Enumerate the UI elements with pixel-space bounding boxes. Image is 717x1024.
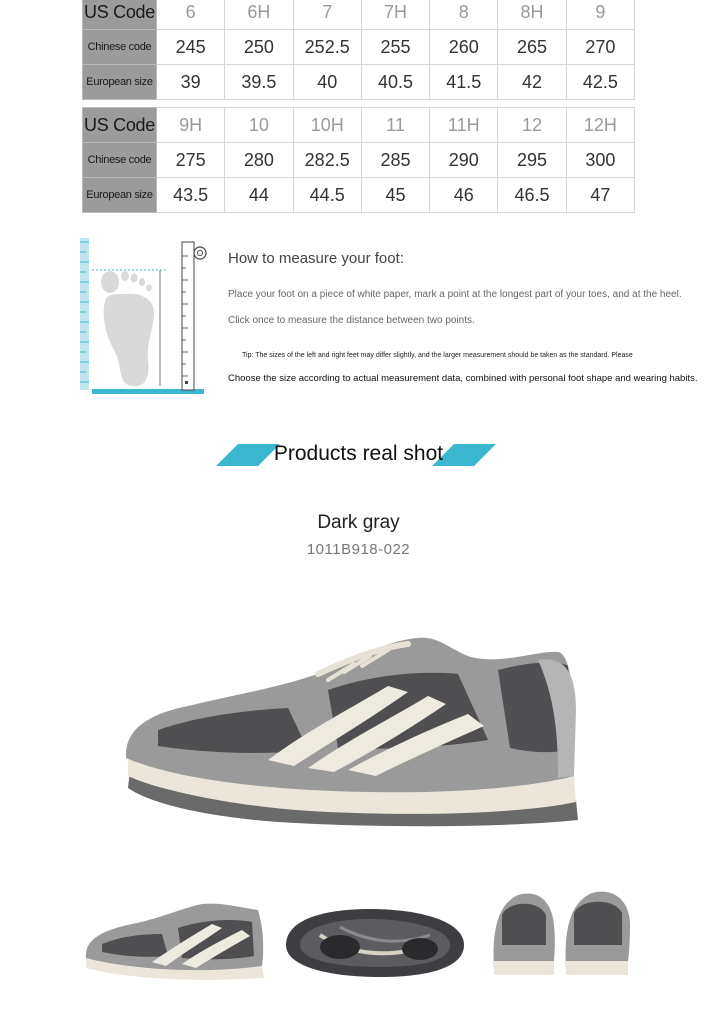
size-cell: 290	[430, 143, 498, 178]
row-label: US Code	[83, 108, 157, 143]
measure-tip-continued: Choose the size according to actual measurement data, combined with personal foot shape and wearing habits.	[228, 373, 698, 384]
size-cell: 44	[225, 178, 293, 213]
size-cell: 6H	[225, 0, 293, 30]
size-cell: 245	[157, 30, 225, 65]
european-size-row	[83, 178, 635, 213]
size-cell: 6	[157, 0, 225, 30]
size-cell: 295	[498, 143, 566, 178]
size-cell: 282.5	[293, 143, 361, 178]
measure-title: How to measure your foot:	[228, 250, 404, 267]
row-label: Chinese code	[83, 143, 157, 178]
row-label: European size	[83, 65, 157, 100]
row-label: US Code	[83, 0, 157, 30]
size-table-1	[82, 0, 635, 100]
size-cell: 42	[498, 65, 566, 100]
size-cell: 46	[430, 178, 498, 213]
us-code-row	[83, 108, 635, 143]
size-cell: 10	[225, 108, 293, 143]
foot-measure-illustration	[76, 236, 211, 398]
size-cell: 300	[566, 143, 634, 178]
product-sku: 1011B918-022	[306, 541, 411, 558]
section-title: Products real shot	[273, 442, 444, 465]
size-cell: 9	[566, 0, 634, 30]
size-cell: 40	[293, 65, 361, 100]
row-label: Chinese code	[83, 30, 157, 65]
size-cell: 45	[361, 178, 429, 213]
shoe-side-view-image	[118, 630, 583, 830]
size-cell: 46.5	[498, 178, 566, 213]
us-code-row	[83, 0, 635, 30]
size-cell: 47	[566, 178, 634, 213]
size-cell: 12H	[566, 108, 634, 143]
shoe-thumbnail-outsole	[280, 905, 468, 980]
size-table-2	[82, 107, 635, 213]
size-cell: 7	[293, 0, 361, 30]
size-cell: 280	[225, 143, 293, 178]
color-name: Dark gray	[317, 512, 400, 533]
size-cell: 42.5	[566, 65, 634, 100]
size-cell: 250	[225, 30, 293, 65]
row-label: European size	[83, 178, 157, 213]
size-cell: 255	[361, 30, 429, 65]
size-cell: 270	[566, 30, 634, 65]
european-size-row	[83, 65, 635, 100]
size-cell: 11	[361, 108, 429, 143]
chinese-code-row	[83, 143, 635, 178]
size-cell: 39.5	[225, 65, 293, 100]
size-cell: 41.5	[430, 65, 498, 100]
size-cell: 260	[430, 30, 498, 65]
chinese-code-row	[83, 30, 635, 65]
size-cell: 285	[361, 143, 429, 178]
size-cell: 12	[498, 108, 566, 143]
measure-step-2: Click once to measure the distance between two points.	[228, 315, 475, 326]
measure-step-1: Place your foot on a piece of white paper, mark a point at the longest part of your toes, and at the heel.	[228, 289, 682, 300]
size-cell: 252.5	[293, 30, 361, 65]
size-cell: 10H	[293, 108, 361, 143]
shoe-thumbnail-rear	[488, 885, 636, 981]
size-cell: 43.5	[157, 178, 225, 213]
size-cell: 265	[498, 30, 566, 65]
size-cell: 11H	[430, 108, 498, 143]
size-cell: 9H	[157, 108, 225, 143]
size-cell: 39	[157, 65, 225, 100]
size-cell: 8H	[498, 0, 566, 30]
size-cell: 40.5	[361, 65, 429, 100]
shoe-thumbnail-side	[82, 900, 267, 982]
size-cell: 275	[157, 143, 225, 178]
size-cell: 44.5	[293, 178, 361, 213]
size-cell: 8	[430, 0, 498, 30]
measure-tip: Tip: The sizes of the left and right feet may differ slightly, and the larger measurement should be taken as the standard. Please	[242, 352, 633, 359]
size-cell: 7H	[361, 0, 429, 30]
